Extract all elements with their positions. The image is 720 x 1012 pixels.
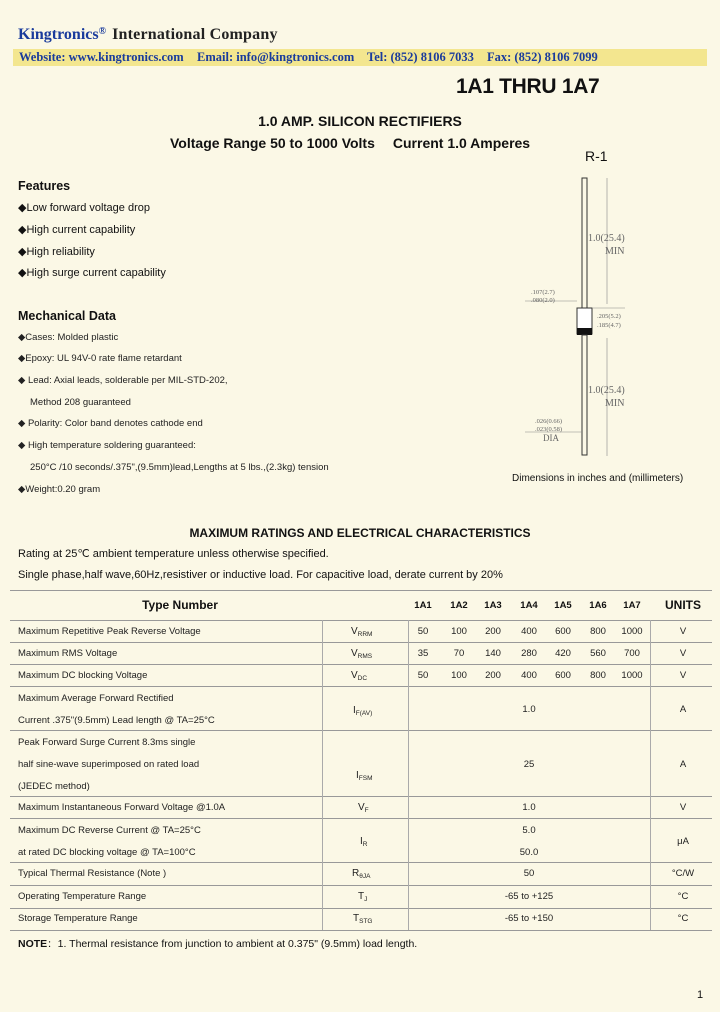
- fax-text: Fax: (852) 8106 7099: [487, 50, 598, 64]
- value-cell: 50: [523, 868, 535, 879]
- symbol-ifsm: $I_{FSM}$: [356, 770, 373, 782]
- value-cell: 50: [417, 626, 429, 637]
- symbol-vrrm: $V_{RRM}$: [351, 626, 373, 638]
- row-label-rth: Typical Thermal Resistance (Note ): [18, 868, 167, 879]
- part-header: 1A1: [414, 600, 432, 611]
- value-cell: -65 to +125: [504, 891, 554, 902]
- symbol-rth: $R_{\theta JA}$: [352, 868, 371, 880]
- body-dia-max: .107(2.7): [531, 289, 555, 296]
- value-cell: 200: [485, 626, 501, 637]
- lead-min-bottom: MIN: [605, 398, 625, 409]
- row-label-vdc: Maximum DC blocking Voltage: [18, 670, 148, 681]
- symbol-tstg: $T_{STG}$: [353, 913, 373, 925]
- current-rating: Current 1.0 Amperes: [392, 135, 531, 151]
- unit-cell: μA: [677, 836, 689, 847]
- mechanical-item: ◆ Lead: Axial leads, solderable per MIL-STD-202,: [18, 375, 228, 386]
- dimensions-caption: Dimensions in inches and (millimeters): [512, 473, 684, 484]
- part-header: 1A7: [623, 600, 641, 611]
- value-cell: 35: [417, 648, 429, 659]
- symbol-ifav: $I_{F(AV)}$: [353, 705, 373, 717]
- value-cell: 1.0: [522, 704, 536, 715]
- value-cell: 400: [521, 626, 537, 637]
- feature-item: ◆Low forward voltage drop: [18, 202, 150, 214]
- value-cell: 800: [590, 670, 606, 681]
- symbol-ir: $I_R$: [360, 836, 368, 848]
- tel-text: Tel: (852) 8106 7033: [367, 50, 474, 64]
- feature-item: ◆High surge current capability: [18, 267, 166, 279]
- company-suffix: International Company: [112, 26, 278, 43]
- unit-cell: V: [679, 670, 687, 681]
- part-header: 1A2: [450, 600, 468, 611]
- value-cell: 5.0: [522, 825, 536, 836]
- row-label-ifsm-3: (JEDEC method): [18, 781, 90, 792]
- features-heading: Features: [18, 179, 71, 193]
- row-label-tj: Operating Temperature Range: [18, 891, 147, 902]
- registered-mark: ®: [98, 26, 107, 37]
- footnote: [18, 936, 417, 951]
- value-cell: 50.0: [519, 847, 539, 858]
- symbol-vdc: $V_{DC}$: [351, 670, 368, 682]
- voltage-range: Voltage Range 50 to 1000 Volts: [170, 135, 375, 151]
- symbol-vrms: $V_{RMS}$: [351, 648, 373, 660]
- mechanical-item: ◆Cases: Molded plastic: [18, 332, 119, 343]
- lead-length-top: 1.0(25.4): [588, 233, 625, 244]
- row-label-ir-1: Maximum DC Reverse Current @ TA=25°C: [18, 825, 201, 836]
- unit-cell: °C: [677, 891, 689, 902]
- value-cell: 420: [555, 648, 571, 659]
- footnote-text: ：1. Thermal resistance from junction to ambient at 0.375" (9.5mm) load length.: [47, 938, 418, 950]
- value-cell: 560: [590, 648, 606, 659]
- lead-dia-max: .026(0.66): [535, 418, 563, 425]
- value-cell: 600: [555, 670, 571, 681]
- unit-cell: °C/W: [671, 868, 695, 879]
- page-number: 1: [697, 989, 704, 1001]
- company-name: Kingtronics: [18, 26, 99, 43]
- voltage-current-line: [170, 135, 530, 151]
- lead-dia-min: .023(0.58): [535, 426, 563, 433]
- ratings-table: [10, 590, 712, 931]
- unit-cell: V: [679, 648, 687, 659]
- lead-min-top: MIN: [605, 246, 625, 257]
- rating-note-temperature: Rating at 25℃ ambient temperature unless otherwise specified.: [18, 548, 329, 560]
- cathode-band: [577, 328, 592, 335]
- part-header: 1A6: [589, 600, 607, 611]
- row-label-vrms: Maximum RMS Voltage: [18, 648, 118, 659]
- row-label-ifsm-1: Peak Forward Surge Current 8.3ms single: [18, 737, 196, 748]
- ratings-title: MAXIMUM RATINGS AND ELECTRICAL CHARACTERISTICS: [189, 526, 531, 540]
- feature-item: ◆High reliability: [18, 246, 95, 258]
- mechanical-item: 250°C /10 seconds/.375",(9.5mm)lead,Lengths at 5 lbs.,(2.3kg) tension: [30, 462, 329, 473]
- mechanical-item: ◆ Polarity: Color band denotes cathode end: [18, 418, 203, 429]
- row-label-tstg: Storage Temperature Range: [18, 913, 138, 924]
- mechanical-item: Method 208 guaranteed: [30, 397, 131, 408]
- row-label-vf: Maximum Instantaneous Forward Voltage @1.0A: [18, 802, 226, 813]
- lead-top: [582, 178, 587, 308]
- package-label: R-1: [585, 148, 608, 164]
- contact-bar: [13, 49, 707, 66]
- value-cell: 25: [523, 759, 535, 770]
- footnote-label: NOTE: [18, 938, 48, 950]
- unit-cell: V: [679, 802, 687, 813]
- value-cell: 50: [417, 670, 429, 681]
- value-cell: 700: [624, 648, 640, 659]
- value-cell: 1000: [621, 626, 643, 637]
- value-cell: 70: [453, 648, 465, 659]
- rating-note-load: Single phase,half wave,60Hz,resistiver or inductive load. For capacitive load, derate current by 20%: [18, 569, 503, 581]
- unit-cell: A: [679, 759, 687, 770]
- row-label-ifav-1: Maximum Average Forward Rectified: [18, 693, 174, 704]
- product-subtitle: 1.0 AMP. SILICON RECTIFIERS: [258, 113, 462, 129]
- symbol-vf: $V_F$: [358, 802, 369, 814]
- lead-dia-label: DIA: [543, 433, 559, 443]
- body-dia-min: .080(2.0): [531, 297, 555, 304]
- row-label-ir-2: at rated DC blocking voltage @ TA=100°C: [18, 847, 196, 858]
- body-len-min: .185(4.7): [597, 322, 621, 329]
- unit-cell: A: [679, 704, 687, 715]
- value-cell: 100: [451, 670, 467, 681]
- lead-length-bottom: 1.0(25.4): [588, 385, 625, 396]
- symbol-tj: $T_J$: [358, 891, 368, 903]
- value-cell: 600: [555, 626, 571, 637]
- units-header: UNITS: [665, 598, 701, 612]
- email-link[interactable]: Email: info@kingtronics.com: [197, 50, 355, 64]
- unit-cell: °C: [677, 913, 689, 924]
- part-range-title: 1A1 THRU 1A7: [456, 75, 600, 98]
- value-cell: 800: [590, 626, 606, 637]
- value-cell: 200: [485, 670, 501, 681]
- value-cell: 100: [451, 626, 467, 637]
- mechanical-item: ◆Weight:0.20 gram: [18, 484, 101, 495]
- website-link[interactable]: Website: www.kingtronics.com: [19, 50, 184, 64]
- value-cell: 400: [521, 670, 537, 681]
- value-cell: -65 to +150: [504, 913, 554, 924]
- value-cell: 140: [485, 648, 501, 659]
- lead-bottom: [582, 335, 587, 455]
- feature-item: ◆High current capability: [18, 224, 136, 236]
- mechanical-heading: Mechanical Data: [18, 309, 116, 323]
- mechanical-item: ◆ High temperature soldering guaranteed:: [18, 440, 196, 451]
- part-header: 1A3: [484, 600, 502, 611]
- part-header: 1A5: [554, 600, 572, 611]
- value-cell: 280: [521, 648, 537, 659]
- row-label-ifav-2: Current .375"(9.5mm) Lead length @ TA=25°C: [18, 715, 215, 726]
- row-label-vrrm: Maximum Repetitive Peak Reverse Voltage: [18, 626, 201, 637]
- value-cell: 1000: [621, 670, 643, 681]
- type-number-header: Type Number: [142, 598, 218, 612]
- diode-outline-diagram: [505, 170, 685, 470]
- row-label-ifsm-2: half sine-wave superimposed on rated load: [18, 759, 200, 770]
- mechanical-item: ◆Epoxy: UL 94V-0 rate flame retardant: [18, 353, 182, 364]
- body-len-max: .205(5.2): [597, 313, 621, 320]
- value-cell: 1.0: [522, 802, 536, 813]
- company-brand: [18, 26, 278, 44]
- unit-cell: V: [679, 626, 687, 637]
- part-header: 1A4: [520, 600, 538, 611]
